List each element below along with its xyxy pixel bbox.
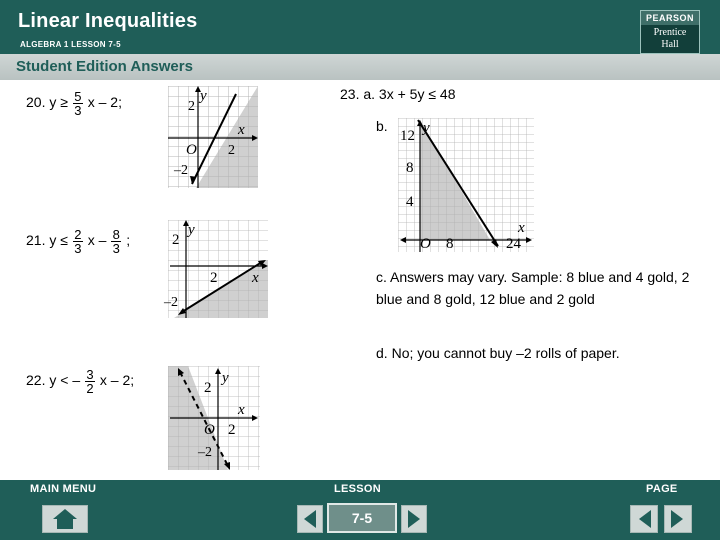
problem-pre: y < – [49,372,81,389]
tick-x-label: 2 [228,143,235,158]
left-arrow-icon [298,506,322,532]
origin-label: O [204,422,215,438]
tick-y-label: 2 [204,380,212,396]
lesson-label: LESSON [334,483,382,495]
problem-number: 20. [26,94,46,111]
lesson-next-button[interactable] [401,505,427,533]
pearson-logo [640,10,700,54]
problem-mid: x – [87,232,107,249]
tick-y-label: 2 [188,99,195,114]
problem-pre: y ≤ [49,232,68,249]
frac-num: 5 [74,89,82,104]
header-bar [0,0,720,54]
lesson-prev-button[interactable] [297,505,323,533]
x-label: x [238,402,245,418]
graph-23 [398,118,534,252]
problem-23a: 23. a. 3x + 5y ≤ 48 [340,86,456,102]
origin-label: O [420,236,431,252]
problem-post: ; [126,232,131,249]
origin-label: O [186,142,197,158]
frac-den: 3 [74,241,82,256]
x-label: x [252,270,259,286]
logo-bottom-text [641,27,699,53]
main-menu-label: MAIN MENU [30,483,97,495]
section-bar [0,54,720,80]
home-icon [43,506,87,532]
answer-23c [376,266,706,310]
frac-den: 3 [74,103,82,118]
right-arrow-icon [665,506,691,532]
logo-line2: Hall [661,39,679,50]
frac-den: 3 [112,241,120,256]
tick-neg-label: –2 [164,295,178,310]
right-arrow-icon [402,506,426,532]
y-label: y [200,88,207,104]
tick-x8: 8 [446,236,454,252]
graph-20 [168,86,258,188]
y-label: y [222,370,229,386]
tick-y12: 12 [400,128,415,144]
tick-x24: 24 [506,236,521,252]
answer-23d [376,342,706,364]
page-title: Linear Inequalities [18,10,198,32]
frac-den: 2 [86,381,94,396]
problem-number: 21. [26,232,46,249]
tick-y8: 8 [406,160,414,176]
page-label: PAGE [646,483,678,495]
fraction-2 [111,228,121,255]
tick-x-label: 2 [210,270,218,286]
section-label: Student Edition Answers [16,58,193,75]
logo-top-text: PEARSON [641,11,699,25]
frac-num: 3 [86,367,94,382]
y-label: y [188,222,195,238]
frac-num: 8 [112,227,120,242]
problem-21 [26,228,130,255]
tick-neg-label: –2 [198,445,212,460]
fraction [73,228,83,255]
page-prev-button[interactable] [630,505,658,533]
problem-post: x – 2; [87,94,122,111]
x-label: x [518,220,525,236]
y-label: y [423,120,430,136]
fraction [73,90,83,117]
tick-x-label: 2 [228,422,236,438]
problem-pre: y ≥ [49,94,68,111]
left-arrow-icon [631,506,657,532]
tick-y-label: 2 [172,232,180,248]
problem-20 [26,90,122,117]
logo-line1: Prentice [653,27,687,38]
page-next-button[interactable] [664,505,692,533]
answer-c-text: Answers may vary. Sample: 8 blue and 4 gold, 2 blue and 8 gold, 12 blue and 2 gold [376,269,690,307]
answer-d-text: No; you cannot buy –2 rolls of paper. [391,345,620,361]
graph-22 [168,366,260,470]
problem-post: x – 2; [99,372,135,389]
lesson-number-button[interactable]: 7-5 [327,503,397,533]
problem-number: 22. [26,372,46,389]
graph-21 [164,220,268,318]
problem-22 [26,368,134,395]
answer-c-label: c. [376,269,387,285]
main-menu-button[interactable] [42,505,88,533]
tick-neg-label: –2 [174,163,188,178]
frac-num: 2 [74,227,82,242]
fraction [85,368,95,395]
footer-nav [0,480,720,540]
tick-y4: 4 [406,194,414,210]
problem-23b-label: b. [376,118,388,134]
answer-d-label: d. [376,345,388,361]
lesson-subtitle: ALGEBRA 1 LESSON 7-5 [20,40,121,49]
x-label: x [238,122,245,138]
